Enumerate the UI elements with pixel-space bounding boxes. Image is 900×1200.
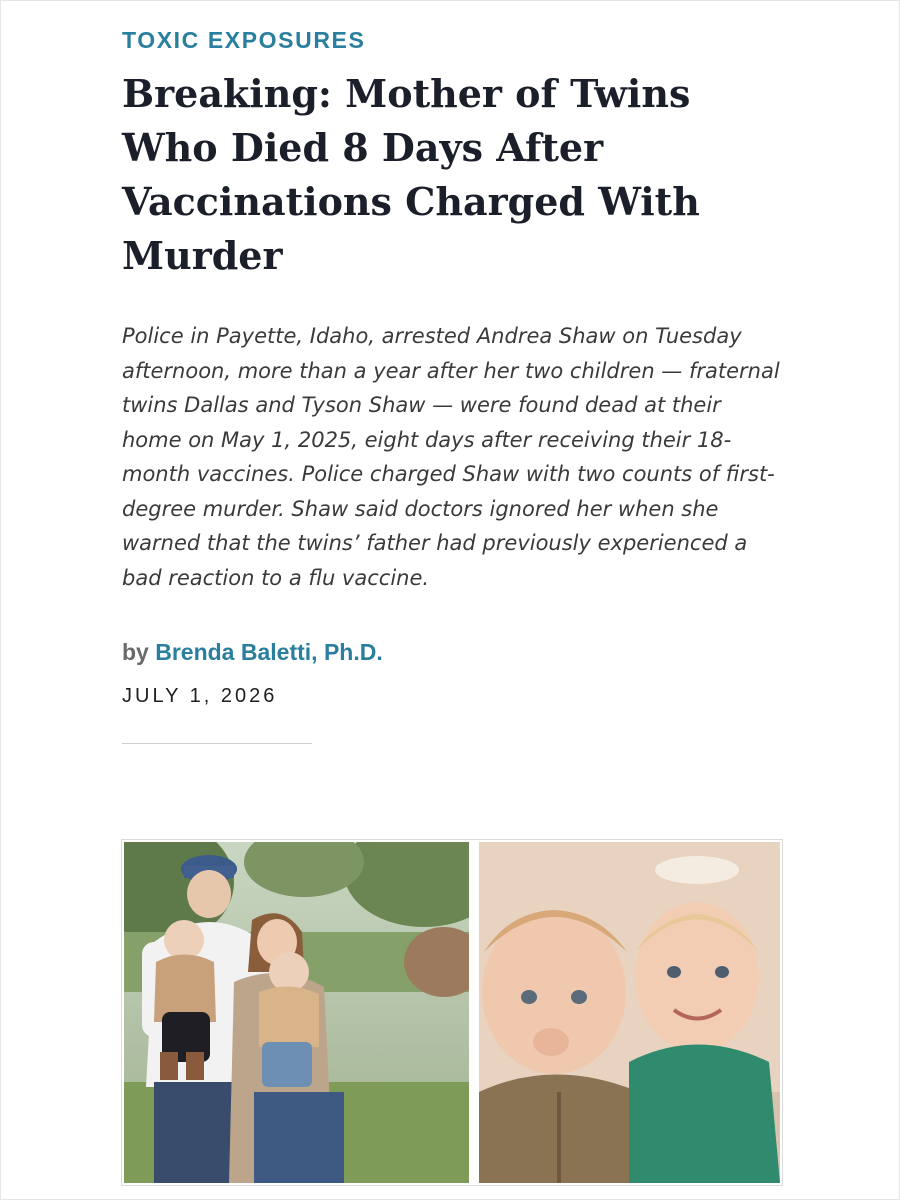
byline-prefix: by xyxy=(122,639,149,665)
article-headline: Breaking: Mother of Twins Who Died 8 Days After Vaccinations Charged With Murder xyxy=(122,71,700,278)
article-photo xyxy=(121,839,783,1186)
article xyxy=(122,25,802,744)
byline xyxy=(122,637,802,667)
family-photo xyxy=(124,842,469,1183)
author-link[interactable]: Brenda Baletti, Ph.D. xyxy=(155,639,383,665)
divider xyxy=(122,743,312,744)
article-summary: Police in Payette, Idaho, arrested Andrea Shaw on Tuesday afternoon, more than a year after her two children — fraternal twins Dallas and Tyson Shaw — were found dead at their home on May 1, 2025, eight days after receiving their 18-month vaccines. Police charged Shaw with two counts of first-degree murder. Shaw said doctors ignored her when she warned that the twins’ father had previously experienced a bad reaction to a flu vaccine. xyxy=(122,324,780,590)
publish-date: JULY 1, 2026 xyxy=(122,685,278,707)
twins-photo xyxy=(479,842,780,1183)
category-link[interactable]: TOXIC EXPOSURES xyxy=(122,27,366,53)
